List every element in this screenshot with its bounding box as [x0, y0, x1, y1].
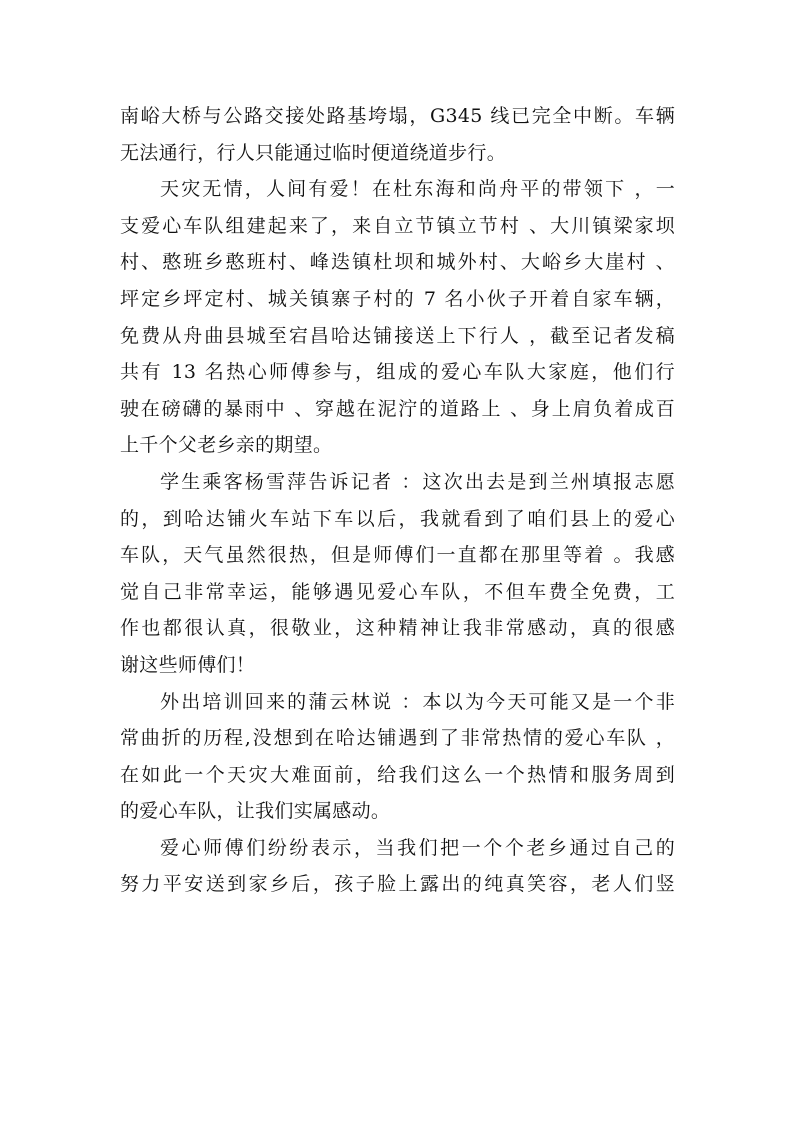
text-line: 支爱心车队组建起来了，来自立节镇立节村 、大川镇梁家坝 [120, 214, 675, 237]
text-line: 共有 13 名热心师傅参与，组成的爱心车队大家庭，他们行 [120, 361, 675, 384]
text-line: 坪定乡坪定村、城关镇寨子村的 7 名小伙子开着自家车辆， [120, 287, 675, 310]
text-line: 努力平安送到家乡后，孩子脸上露出的纯真笑容，老人们竖 [120, 873, 675, 896]
text-line: 免费从舟曲县城至宕昌哈达铺接送上下行人 ，截至记者发稿 [120, 324, 675, 347]
text-line: 觉自己非常幸运，能够遇见爱心车队，不但车费全免费，工 [120, 580, 675, 603]
article-body [120, 98, 675, 903]
text-line: 驶在磅礴的暴雨中 、穿越在泥泞的道路上 、身上肩负着成百 [120, 397, 675, 420]
text-line: 上千个父老乡亲的期望。 [120, 434, 333, 457]
text-line: 的，到哈达铺火车站下车以后，我就看到了咱们县上的爱心 [120, 507, 675, 530]
text-line: 爱心师傅们纷纷表示，当我们把一个个老乡通过自己的 [160, 836, 675, 859]
text-line: 在如此一个天灾大难面前，给我们这么一个热情和服务周到 [120, 763, 675, 786]
text-line: 作也都很认真，很敬业，这种精神让我非常感动，真的很感 [120, 617, 675, 640]
text-line: 南峪大桥与公路交接处路基垮塌，G345 线已完全中断。车辆 [120, 105, 675, 127]
text-line: 谢这些师傅们！ [120, 653, 256, 676]
text-line: 天灾无情，人间有爱！在杜东海和尚舟平的带领下 ，一 [160, 178, 675, 201]
text-line: 无法通行，行人只能通过临时便道绕道步行。 [120, 141, 507, 164]
text-line: 常曲折的历程,没想到在哈达铺遇到了非常热情的爱心车队 ， [120, 727, 675, 750]
text-line: 村、憨班乡憨班村、峰迭镇杜坝和城外村、大峪乡大崖村 、 [120, 251, 675, 274]
text-line: 车队，天气虽然很热，但是师傅们一直都在那里等着 。我感 [120, 544, 675, 567]
text-line: 外出培训回来的蒲云林说 ：本以为今天可能又是一个非 [160, 690, 675, 713]
text-line: 的爱心车队，让我们实属感动。 [120, 800, 391, 823]
text-line: 学生乘客杨雪萍告诉记者 ：这次出去是到兰州填报志愿 [160, 470, 675, 493]
